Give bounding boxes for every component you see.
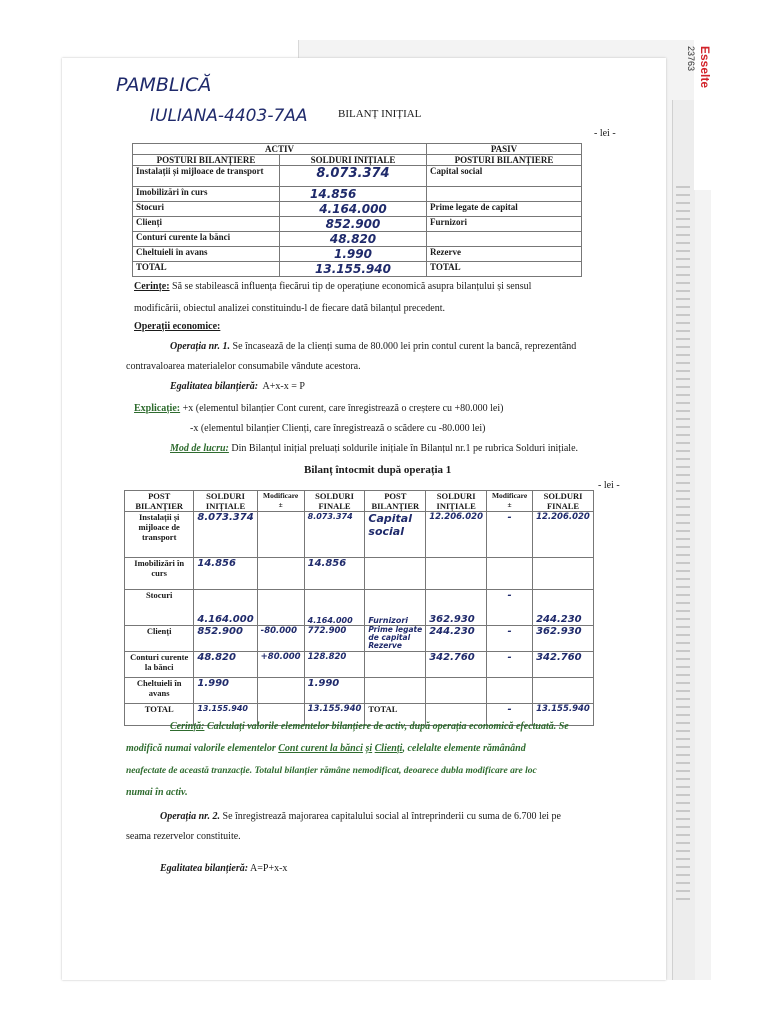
cell-psi [426,558,487,590]
cell-pmod: - [487,652,533,678]
cerinta2-text-1: Calculați valorile elementelor bilanțiere de activ, după operația economică efectuată. Se [206,721,569,732]
cell-pmod [487,558,533,590]
table-row [133,187,582,202]
op1-line-2: contravaloarea materialelor consumabile vândute acestora. [126,361,361,372]
post-label: Conturi curente la bănci [125,652,194,678]
cell-psf: 13.155.940 [533,704,594,726]
mod-text: Din Bilanțul inițial preluați soldurile inițiale în Bilanțul nr.1 pe rubrica Solduri inițiale. [231,443,579,454]
table-row [133,232,582,247]
col-posturi: POSTURI BILANȚIERE [133,155,280,166]
cerinta2-text-2a: modifică numai valorile elementelor [126,743,276,754]
cell-ppost: Furnizori [365,590,426,626]
cell-mod [257,512,304,558]
cerinte-line-2: modificării, obiectul analizei constituindu-l de fiecare dată bilanțul precedent. [134,303,445,314]
mod-line [170,438,578,460]
cell-si: 14.856 [194,558,257,590]
cell-psf [533,678,594,704]
unit-label: - lei - [594,128,616,139]
cell-ppost: TOTAL [365,704,426,726]
post-label: Imobilizări în curs [125,558,194,590]
pasiv-label: Capital social [427,166,582,187]
cerinte-line-1 [134,276,531,298]
eq2-line [160,858,287,880]
cell-ppost [365,558,426,590]
op2-line-2: seama rezervelor constituite. [126,831,241,842]
pasiv-header: PASIV [427,144,582,155]
eq2-label: Egalitatea bilanțieră: [160,863,249,874]
col-header: POST BILANȚIER [365,491,426,512]
cell-sf: 1.990 [304,678,365,704]
op2-label: Operația nr. 2. [160,811,221,822]
col-header: SOLDURI FINALE [533,491,594,512]
col-header: POST BILANȚIER [125,491,194,512]
cell-psf [533,558,594,590]
pasiv-label-empty [427,187,582,202]
pasiv-label: Furnizori [427,217,582,232]
table2-title: Bilanț întocmit după operația 1 [304,464,452,476]
handwritten-name: PAMBLICĂ [116,74,212,96]
expl-line-2: -x (elementul bilanțier Clienți, care înregistrează o scădere cu -80.000 lei) [190,423,486,434]
table-row [133,166,582,187]
cerinte-text: Să se stabilească influența fiecărui tip de operațiune economică asupra bilanțului și sensul [172,281,532,292]
cell-psi: 12.206.020 [426,512,487,558]
cell-ppost [365,652,426,678]
handwritten-id: IULIANA-4403-7AA [150,106,308,126]
cell-mod [257,678,304,704]
cerinta2-line-3: neafectate de această tranzacție. Totalul bilanțier rămâne nemodificat, deoarece dubla modificare are loc [126,766,537,776]
cell-sf: 772.900 [304,626,365,652]
table-header-row [125,491,594,512]
table-row [125,590,594,626]
op1-text: Se încasează de la clienți suma de 80.000 lei prin contul curent la bancă, reprezentând [232,341,577,352]
eq-label: Egalitatea bilanțieră: [170,381,259,392]
cell-sf: 8.073.374 [304,512,365,558]
cerinta2-line-4: numai în activ. [126,787,188,798]
cell-ppost: Capital social [365,512,426,558]
cell-ppost: Prime legate de capital Rezerve [365,626,426,652]
cell-pmod: - [487,512,533,558]
eq1-value: A+x-x = P [262,381,305,392]
mod-label: Mod de lucru: [170,443,229,454]
table-row [125,678,594,704]
balance-after-op1-table [124,490,594,726]
activ-header: ACTIV [133,144,427,155]
cerinta2-line-1 [170,716,569,738]
row-label: TOTAL [133,262,280,277]
row-value: 14.856 [280,187,427,202]
post-label: Cheltuieli în avans [125,678,194,704]
cell-si: 8.073.374 [194,512,257,558]
cell-ppost [365,678,426,704]
cell-mod [257,558,304,590]
cell-pmod: - [487,590,533,626]
post-label: Clienți [125,626,194,652]
binder-code: 23763 [686,46,696,72]
row-value: 13.155.940 [280,262,427,277]
cell-psf: 362.930 [533,626,594,652]
op1-label: Operația nr. 1. [170,341,231,352]
post-label: TOTAL [125,704,194,726]
cell-psf: 342.760 [533,652,594,678]
pasiv-label-empty [427,232,582,247]
cell-sf: 14.856 [304,558,365,590]
op2-text: Se înregistrează majorarea capitalului social al întreprinderii cu suma de 6.700 lei pe [222,811,561,822]
cell-si: 852.900 [194,626,257,652]
row-value: 1.990 [280,247,427,262]
row-label: Stocuri [133,202,280,217]
cell-si: 48.820 [194,652,257,678]
cell-mod [257,590,304,626]
initial-balance-table [132,143,582,277]
cell-sf: 128.820 [304,652,365,678]
table-row [125,558,594,590]
cell-psi: 342.760 [426,652,487,678]
cell-psi: 244.230 [426,626,487,652]
doc-title: BILANȚ INIȚIAL [338,108,422,120]
cell-pmod [487,678,533,704]
post-label: Instalații și mijloace de transport [125,512,194,558]
table-row [133,202,582,217]
table-row [125,512,594,558]
table-row [125,652,594,678]
cell-pmod: - [487,626,533,652]
punch-holes [676,180,690,900]
table-row [133,247,582,262]
post-label: Stocuri [125,590,194,626]
table-row [125,626,594,652]
expl-1: +x (elementul bilanțier Cont curent, care înregistrează o creștere cu +80.000 lei) [182,403,504,414]
cell-si: 13.155.940 [194,704,257,726]
cell-pmod: - [487,704,533,726]
cell-mod: +80.000 [257,652,304,678]
col-header: SOLDURI INIȚIALE [194,491,257,512]
row-label: Clienți [133,217,280,232]
op2-line-1 [160,806,561,828]
binder-brand: Esselte [698,46,712,89]
row-label: Conturi curente la bănci [133,232,280,247]
col-header: Modificare ± [257,491,304,512]
table-row [133,262,582,277]
row-label: Instalații și mijloace de transport [133,166,280,187]
row-value: 8.073.374 [280,166,427,187]
cerinta2-text-2d: Clienți [374,743,403,754]
table-row [133,217,582,232]
cerinte-label: Cerințe: [134,281,170,292]
cell-si: 1.990 [194,678,257,704]
cerinta2-text-2b: Cont curent la bănci [278,743,363,754]
pasiv-label: TOTAL [427,262,582,277]
pasiv-label: Prime legate de capital [427,202,582,217]
cerinta2-label: Cerință: [170,721,205,732]
op1-line-1 [170,336,576,358]
cell-psf: 244.230 [533,590,594,626]
cell-sf: 13.155.940 [304,704,365,726]
col-posturi-pasiv: POSTURI BILANȚIERE [427,155,582,166]
cell-si: 4.164.000 [194,590,257,626]
expl-line-1 [134,398,503,420]
cell-sf: 4.164.000 [304,590,365,626]
cerinta2-text-2e: , celelalte elemente rămânând [402,743,526,754]
cell-psi [426,678,487,704]
col-header: Modificare ± [487,491,533,512]
cell-psf: 12.206.020 [533,512,594,558]
eq1-line [170,376,305,398]
row-value: 48.820 [280,232,427,247]
row-label: Imobilizări în curs [133,187,280,202]
expl-label: Explicație: [134,403,181,414]
row-label: Cheltuieli în avans [133,247,280,262]
row-value: 4.164.000 [280,202,427,217]
table2-unit: - lei - [598,480,620,491]
col-header: SOLDURI FINALE [304,491,365,512]
pasiv-label: Rezerve [427,247,582,262]
cerinta2-line-2 [126,738,526,760]
eq2-value: A=P+x-x [250,863,288,874]
col-header: SOLDURI INIȚIALE [426,491,487,512]
col-solduri: SOLDURI INIȚIALE [280,155,427,166]
row-value: 852.900 [280,217,427,232]
cerinta2-text-2c: și [365,743,373,754]
cell-psi: 362.930 [426,590,487,626]
op-title: Operații economice: [134,321,221,332]
cell-mod: -80.000 [257,626,304,652]
